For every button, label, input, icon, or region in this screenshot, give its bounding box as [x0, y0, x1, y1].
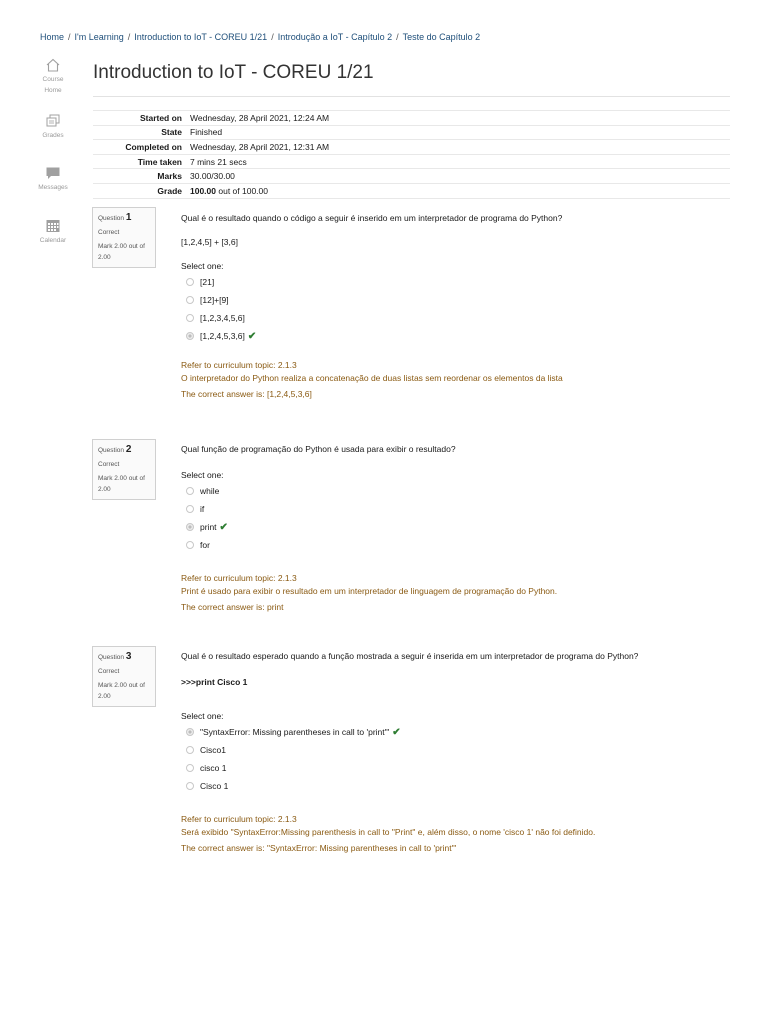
question-content	[181, 213, 741, 399]
summary-key: Marks	[93, 169, 190, 184]
answer-option[interactable]	[181, 291, 741, 309]
sidebar-item-label: Home	[44, 87, 62, 94]
answer-option[interactable]	[181, 309, 741, 327]
answer-option[interactable]	[181, 482, 741, 500]
summary-key: Time taken	[93, 154, 190, 169]
question-content	[181, 444, 741, 612]
feedback-explanation: O interpretador do Python realiza a concatenação de duas listas sem reordenar os elementos da lista	[181, 373, 563, 383]
radio-button-checked[interactable]	[186, 523, 194, 531]
breadcrumb-separator: /	[127, 32, 131, 42]
summary-value: Finished	[190, 125, 730, 140]
answer-options	[181, 273, 741, 345]
feedback	[181, 359, 741, 385]
grade-value: 100.00	[190, 185, 216, 196]
question-mark: Mark 2.00 out of 2.00	[98, 682, 145, 700]
option-text: Cisco 1	[200, 781, 229, 791]
answer-option[interactable]	[181, 536, 741, 554]
question-info-box	[92, 646, 156, 707]
curriculum-topic: Refer to curriculum topic: 2.1.3	[181, 573, 297, 583]
answer-option[interactable]	[181, 777, 741, 795]
radio-button-checked[interactable]	[186, 332, 194, 340]
sidebar-item-messages[interactable]	[32, 166, 74, 206]
question-number: 3	[125, 651, 132, 662]
summary-value: 30.00/30.00	[190, 169, 730, 184]
page-title: Introduction to IoT - COREU 1/21	[93, 62, 374, 83]
question-text: Qual função de programação do Python é usada para exibir o resultado?	[181, 444, 456, 454]
answer-option[interactable]	[181, 759, 741, 777]
radio-button[interactable]	[186, 505, 194, 513]
breadcrumb-separator: /	[271, 32, 274, 42]
feedback	[181, 813, 741, 839]
answer-options	[181, 723, 741, 795]
summary-key: State	[93, 125, 190, 140]
summary-value: Wednesday, 28 April 2021, 12:24 AM	[190, 111, 730, 126]
summary-value: Wednesday, 28 April 2021, 12:31 AM	[190, 140, 730, 155]
select-one-label: Select one:	[181, 711, 224, 721]
breadcrumb-chapter[interactable]: Introdução a IoT - Capítulo 2	[277, 32, 393, 42]
radio-button[interactable]	[186, 764, 194, 772]
breadcrumb-separator: /	[68, 32, 71, 42]
feedback-explanation: Print é usado para exibir o resultado em um interpretador de linguagem de programação do Python.	[181, 586, 558, 596]
grade-out-of: out of 100.00	[216, 185, 268, 196]
option-text: [21]	[200, 277, 215, 287]
answer-option[interactable]	[181, 273, 741, 291]
house-icon	[45, 58, 61, 72]
grades-icon	[45, 114, 61, 128]
radio-button[interactable]	[186, 296, 194, 304]
question-status: Correct	[98, 229, 120, 236]
breadcrumb-quiz[interactable]: Teste do Capítulo 2	[402, 32, 481, 42]
summary-row	[93, 140, 730, 155]
question-code: [1,2,4,5] + [3,6]	[181, 237, 238, 247]
option-text: print	[200, 522, 217, 532]
curriculum-topic: Refer to curriculum topic: 2.1.3	[181, 360, 297, 370]
summary-row	[93, 125, 730, 140]
summary-row	[93, 169, 730, 184]
sidebar-item-label: Grades	[42, 132, 64, 139]
breadcrumb-course[interactable]: Introduction to IoT - COREU 1/21	[134, 32, 268, 42]
answer-option-selected[interactable]	[181, 327, 741, 345]
checkmark-icon: ✔	[392, 726, 401, 738]
question-info-box	[92, 439, 156, 500]
select-one-label: Select one:	[181, 470, 224, 480]
question-mark: Mark 2.00 out of 2.00	[98, 475, 145, 493]
sidebar	[32, 58, 74, 270]
option-text: if	[200, 504, 205, 514]
answer-option[interactable]	[181, 741, 741, 759]
question-label: Question	[98, 654, 125, 661]
sidebar-item-label: Calendar	[39, 237, 67, 244]
question-label: Question	[98, 215, 125, 222]
answer-options	[181, 482, 741, 554]
question-content	[181, 651, 741, 853]
breadcrumb-separator: /	[396, 32, 399, 42]
question-code: >>>print Cisco 1	[181, 677, 248, 687]
select-one-label: Select one:	[181, 261, 224, 271]
sidebar-item-calendar[interactable]	[32, 218, 74, 258]
radio-button[interactable]	[186, 746, 194, 754]
question-status: Correct	[98, 668, 120, 675]
correct-answer: The correct answer is: [1,2,4,5,3,6]	[181, 389, 312, 399]
radio-button[interactable]	[186, 782, 194, 790]
summary-key: Started on	[93, 111, 190, 126]
question-text: Qual é o resultado esperado quando a função mostrada a seguir é inserida em um interpretador de programa do Python?	[181, 651, 639, 661]
checkmark-icon: ✔	[247, 330, 257, 342]
question-status: Correct	[98, 461, 120, 468]
breadcrumb-im-learning[interactable]: I'm Learning	[74, 32, 124, 42]
feedback	[181, 572, 741, 598]
correct-answer: The correct answer is: print	[181, 602, 284, 612]
question-info-box	[92, 207, 156, 268]
radio-button[interactable]	[186, 278, 194, 286]
summary-row	[93, 111, 730, 126]
answer-option-selected[interactable]	[181, 723, 741, 741]
option-text: [1,2,3,4,5,6]	[200, 313, 245, 323]
question-label: Question	[98, 447, 125, 454]
sidebar-item-label: Messages	[38, 184, 68, 191]
summary-value: 7 mins 21 secs	[190, 154, 730, 169]
sidebar-item-label: Course	[42, 76, 64, 83]
radio-button[interactable]	[186, 314, 194, 322]
summary-key: Completed on	[93, 140, 190, 155]
summary-key: Grade	[93, 183, 190, 198]
radio-button-checked[interactable]	[186, 728, 194, 736]
radio-button[interactable]	[186, 541, 194, 549]
breadcrumb-home[interactable]: Home	[40, 32, 65, 42]
feedback-explanation: Será exibido "SyntaxError:Missing parenthesis in call to "Print" e, além disso, o nome 'cisco 1' não foi definido.	[181, 827, 596, 837]
option-text: Cisco1	[200, 745, 226, 755]
summary-row	[93, 183, 730, 198]
title-divider	[93, 96, 730, 97]
option-text: "SyntaxError: Missing parentheses in call to 'print'"	[200, 727, 390, 737]
checkmark-icon: ✔	[219, 521, 228, 533]
option-text: [1,2,4,5,3,6]	[200, 331, 245, 341]
sidebar-item-grades[interactable]	[32, 114, 74, 154]
summary-value	[190, 183, 730, 198]
answer-option-selected[interactable]	[181, 518, 741, 536]
summary-row	[93, 154, 730, 169]
option-text: [12]+[9]	[200, 295, 229, 305]
radio-button[interactable]	[186, 487, 194, 495]
correct-answer: The correct answer is: "SyntaxError: Missing parentheses in call to 'print'"	[181, 843, 457, 853]
answer-option[interactable]	[181, 500, 741, 518]
breadcrumb	[40, 32, 480, 42]
question-mark: Mark 2.00 out of 2.00	[98, 243, 145, 261]
message-icon	[45, 166, 61, 180]
sidebar-item-course-home[interactable]	[32, 58, 74, 102]
calendar-icon	[45, 218, 61, 233]
option-text: while	[200, 486, 220, 496]
option-text: for	[200, 540, 210, 550]
option-text: cisco 1	[200, 763, 227, 773]
question-number: 2	[125, 444, 132, 455]
question-text: Qual é o resultado quando o código a seguir é inserido em um interpretador de programa do Python?	[181, 213, 563, 223]
curriculum-topic: Refer to curriculum topic: 2.1.3	[181, 814, 297, 824]
question-number: 1	[125, 212, 132, 223]
attempt-summary-table	[93, 110, 730, 199]
